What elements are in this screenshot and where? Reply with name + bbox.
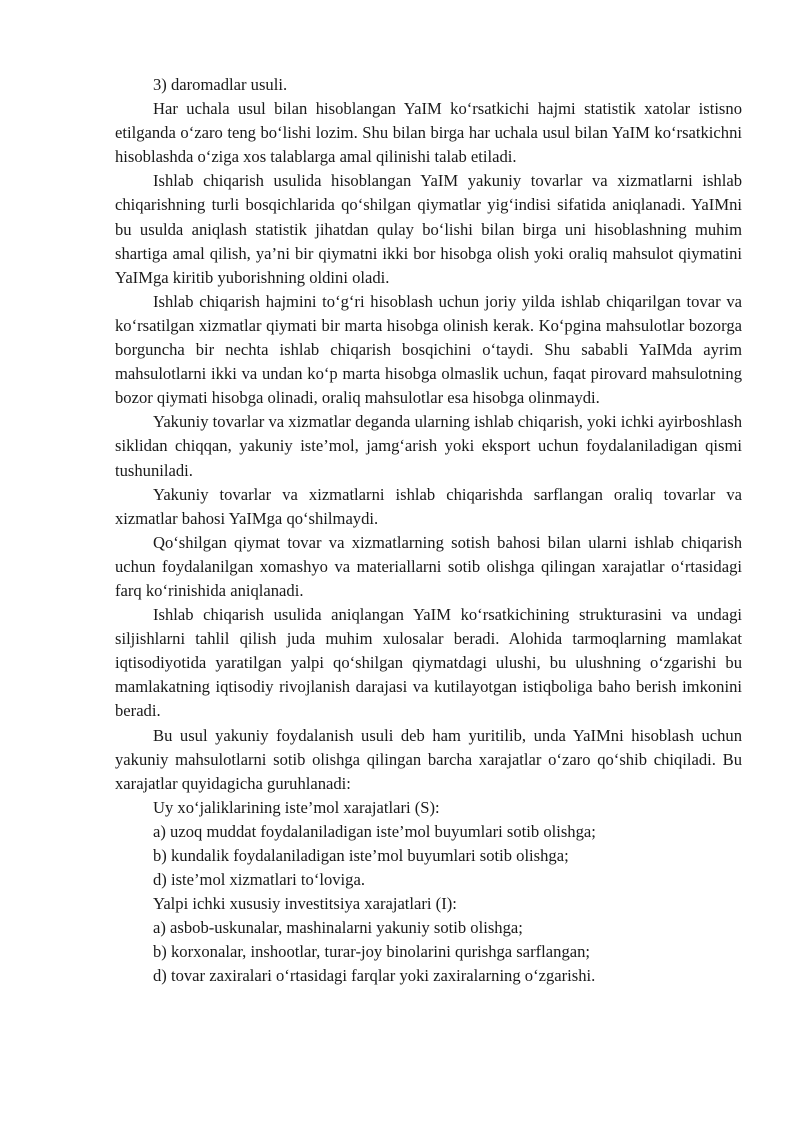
list-item: a) asbob-uskunalar, mashinalarni yakuniy sotib olishga; [153,918,523,938]
list-item: d) tovar zaxiralari o‘rtasidagi farqlar yoki zaxiralarning o‘zgarishi. [153,966,596,986]
list-item: b) korxonalar, inshootlar, turar-joy binolarini qurishga sarflangan; [153,942,591,962]
list-item: 3) daromadlar usuli. [153,75,288,94]
paragraph: Ishlab chiqarish usulida hisoblangan YaIM yakuniy tovarlar va xizmatlarni ishlab chiqarishning turli bosqichlarida qo‘shilgan qiymatlar yig‘indisi sifatida aniqlanadi. YaIMni bu usulda aniqlash statistik jihatdan qulay bo‘lishi bilan birga uni hisoblashning muhim shartiga amal qilish, ya’ni bir qiymatni ikki bor hisobga olish yoki oraliq mahsulot qiymatini YaIMga kiritib yuborishning oldini oladi. [115,171,742,287]
paragraph: Ishlab chiqarish hajmini to‘g‘ri hisoblash uchun joriy yilda ishlab chiqarilgan tovar va ko‘rsatilgan xizmatlar qiymati bir marta hisobga olinish kerak. Ko‘pgina mahsulotlar bozorga borguncha bir nechta ishlab chiqarish bosqichini o‘taydi. Shu sababli YaIMda ayrim mahsulotlarni ikki va undan ko‘p marta hisobga olmaslik uchun, faqat pirovard mahsulotning bozor qiymati hisobga olinadi, oraliq mahsulotlar esa hisobga olinmaydi. [115,291,742,408]
paragraph: Ishlab chiqarish usulida aniqlangan YaIM ko‘rsatkichining strukturasini va undagi siljishlarni tahlil qilish juda muhim xulosalar beradi. Alohida tarmoqlarning mamlakat iqtisodiyotida yaratilgan yalpi qo‘shilgan qiymatdagi ulushi, bu ulushning o‘zgarishi bu mamlakatning iqtisodiy rivojlanish darajasi va kutilayotgan istiqboliga baho berish imkonini beradi. [115,605,742,721]
paragraph: Yakuniy tovarlar va xizmatlarni ishlab chiqarishda sarflangan oraliq tovarlar va xizmatlar bahosi YaIMga qo‘shilmaydi. [115,484,742,528]
list-item: d) iste’mol xizmatlari to‘loviga. [153,870,365,890]
list-item: a) uzoq muddat foydalaniladigan iste’mol buyumlari sotib olishga; [153,821,596,841]
list-heading: Uy xo‘jaliklarining iste’mol xarajatlari (S): [153,797,440,817]
list-heading: Yalpi ichki xususiy investitsiya xarajatlari (I): [153,894,457,914]
paragraph: Bu usul yakuniy foydalanish usuli deb ham yuritilib, unda YaIMni hisoblash uchun yakuniy mahsulotlarni sotib olishga qilingan barcha xarajatlar o‘zaro qo‘shib chiqiladi. Bu xarajatlar quyidagicha guruhlanadi: [115,725,742,793]
paragraph: Yakuniy tovarlar va xizmatlar deganda ularning ishlab chiqarish, yoki ichki ayirboshlash siklidan chiqqan, yakuniy iste’mol, jamg‘arish yoki eksport uchun foydalaniladigan qismi tushuniladi. [115,412,742,480]
document-page [115,73,742,989]
paragraph: Har uchala usul bilan hisoblangan YaIM ko‘rsatkichi hajmi statistik xatolar istisno etilganda o‘zaro teng bo‘lishi lozim. Shu bilan birga har uchala usul bilan YaIM ko‘rsatkichni hisoblashda o‘ziga xos talablarga amal qilinishi talab etiladi. [115,99,742,167]
paragraph: Qo‘shilgan qiymat tovar va xizmatlarning sotish bahosi bilan ularni ishlab chiqarish uchun foydalanilgan xomashyo va materiallarni sotib olishga qilingan xarajatlar o‘rtasidagi farq ko‘rinishida aniqlanadi. [115,532,742,600]
list-item: b) kundalik foydalaniladigan iste’mol buyumlari sotib olishga; [153,846,569,865]
